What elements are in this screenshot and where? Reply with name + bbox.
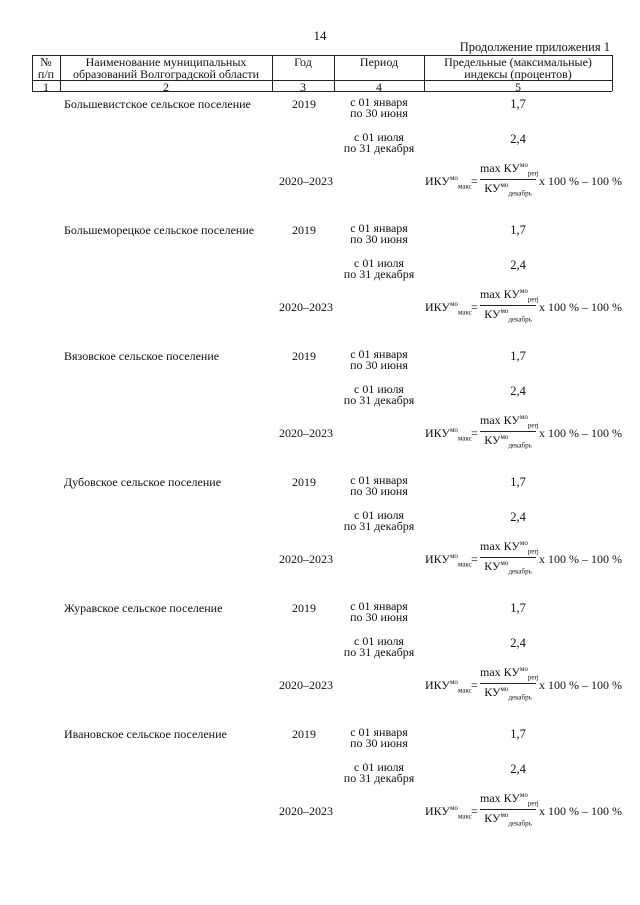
period-cell: с 01 января по 30 июня — [350, 473, 408, 498]
period-cell: с 01 июля по 31 декабря — [343, 382, 415, 407]
index-value: 1,7 — [510, 223, 526, 237]
period-cell: с 01 января по 30 июня — [350, 347, 408, 372]
formula: $ИКУ^{мо}_{макс}$ = $\max КУ^{мо}_{perj}$ $КУ^{мо}_{декабрь}$ х 100 % – 100 % — [425, 665, 622, 702]
municipality-name: Вязовское сельское поселение — [64, 349, 220, 363]
col-number-2: 2 — [163, 80, 169, 94]
col-number-5: 5 — [515, 80, 521, 94]
period-cell: с 01 января по 30 июня — [350, 221, 408, 246]
formula-equals: = — [471, 552, 478, 566]
index-value: 2,4 — [510, 510, 526, 524]
municipality-name: Журавское сельское поселение — [64, 601, 223, 615]
index-value: 1,7 — [510, 97, 526, 111]
formula: $ИКУ^{мо}_{макс}$ = $\max КУ^{мо}_{perj}$ $КУ^{мо}_{декабрь}$ х 100 % – 100 % — [425, 161, 622, 198]
year-cell: 2019 — [292, 97, 316, 111]
continuation-note: Продолжение приложения 1 — [459, 40, 610, 54]
period-cell: с 01 июля по 31 декабря — [343, 634, 415, 659]
page-number: 14 — [313, 28, 327, 43]
formula-rhs: х 100 % – 100 % — [539, 678, 622, 692]
formula-rhs: х 100 % – 100 % — [539, 426, 622, 440]
col-number-4: 4 — [376, 80, 382, 94]
year-cell: 2020–2023 — [279, 174, 333, 188]
formula-lhs: $ИКУ^{мо}_{макс}$ — [425, 678, 472, 695]
index-value: 2,4 — [510, 636, 526, 650]
index-value: 2,4 — [510, 258, 526, 272]
header-year: Год — [294, 55, 312, 69]
year-cell: 2019 — [292, 727, 316, 741]
formula-lhs: $ИКУ^{мо}_{макс}$ — [425, 552, 472, 569]
year-cell: 2020–2023 — [279, 678, 333, 692]
index-value: 2,4 — [510, 762, 526, 776]
header-no: № п/п — [37, 55, 55, 81]
year-cell: 2020–2023 — [279, 552, 333, 566]
year-cell: 2019 — [292, 601, 316, 615]
year-cell: 2019 — [292, 475, 316, 489]
formula-lhs: $ИКУ^{мо}_{макс}$ — [425, 174, 472, 191]
formula-lhs: $ИКУ^{мо}_{макс}$ — [425, 804, 472, 821]
period-cell: с 01 января по 30 июня — [350, 95, 408, 120]
header-name: Наименование муниципальных образований Волгоградской области — [72, 55, 260, 81]
period-cell: с 01 июля по 31 декабря — [343, 256, 415, 281]
year-cell: 2019 — [292, 349, 316, 363]
municipality-name: Ивановское сельское поселение — [64, 727, 227, 741]
formula: $ИКУ^{мо}_{макс}$ = $\max КУ^{мо}_{perj}$ $КУ^{мо}_{декабрь}$ х 100 % – 100 % — [425, 287, 622, 324]
period-cell: с 01 января по 30 июня — [350, 725, 408, 750]
period-cell: с 01 июля по 31 декабря — [343, 130, 415, 155]
col-number-3: 3 — [300, 80, 306, 94]
municipality-name: Большевистское сельское поселение — [64, 97, 251, 111]
formula: $ИКУ^{мо}_{макс}$ = $\max КУ^{мо}_{perj}$ $КУ^{мо}_{декабрь}$ х 100 % – 100 % — [425, 539, 622, 576]
formula-equals: = — [471, 174, 478, 188]
year-cell: 2020–2023 — [279, 300, 333, 314]
index-value: 1,7 — [510, 475, 526, 489]
formula-rhs: х 100 % – 100 % — [539, 300, 622, 314]
municipality-name: Дубовское сельское поселение — [64, 475, 222, 489]
formula: $ИКУ^{мо}_{макс}$ = $\max КУ^{мо}_{perj}$ $КУ^{мо}_{декабрь}$ х 100 % – 100 % — [425, 791, 622, 828]
municipality-name: Большеморецкое сельское поселение — [64, 223, 255, 237]
year-cell: 2020–2023 — [279, 426, 333, 440]
formula-equals: = — [471, 300, 478, 314]
index-value: 2,4 — [510, 132, 526, 146]
index-value: 1,7 — [510, 349, 526, 363]
header-limit: Предельные (максимальные) индексы (процентов) — [444, 55, 592, 81]
formula: $ИКУ^{мо}_{макс}$ = $\max КУ^{мо}_{perj}$ $КУ^{мо}_{декабрь}$ х 100 % – 100 % — [425, 413, 622, 450]
formula-lhs: $ИКУ^{мо}_{макс}$ — [425, 300, 472, 317]
index-value: 2,4 — [510, 384, 526, 398]
index-value: 1,7 — [510, 601, 526, 615]
formula-rhs: х 100 % – 100 % — [539, 804, 622, 818]
period-cell: с 01 июля по 31 декабря — [343, 508, 415, 533]
formula-equals: = — [471, 804, 478, 818]
year-cell: 2019 — [292, 223, 316, 237]
formula-lhs: $ИКУ^{мо}_{макс}$ — [425, 426, 472, 443]
formula-equals: = — [471, 426, 478, 440]
index-value: 1,7 — [510, 727, 526, 741]
formula-rhs: х 100 % – 100 % — [539, 552, 622, 566]
period-cell: с 01 января по 30 июня — [350, 599, 408, 624]
period-cell: с 01 июля по 31 декабря — [343, 760, 415, 785]
header-period: Период — [359, 55, 399, 69]
formula-equals: = — [471, 678, 478, 692]
col-number-1: 1 — [43, 80, 49, 94]
formula-rhs: х 100 % – 100 % — [539, 174, 622, 188]
year-cell: 2020–2023 — [279, 804, 333, 818]
